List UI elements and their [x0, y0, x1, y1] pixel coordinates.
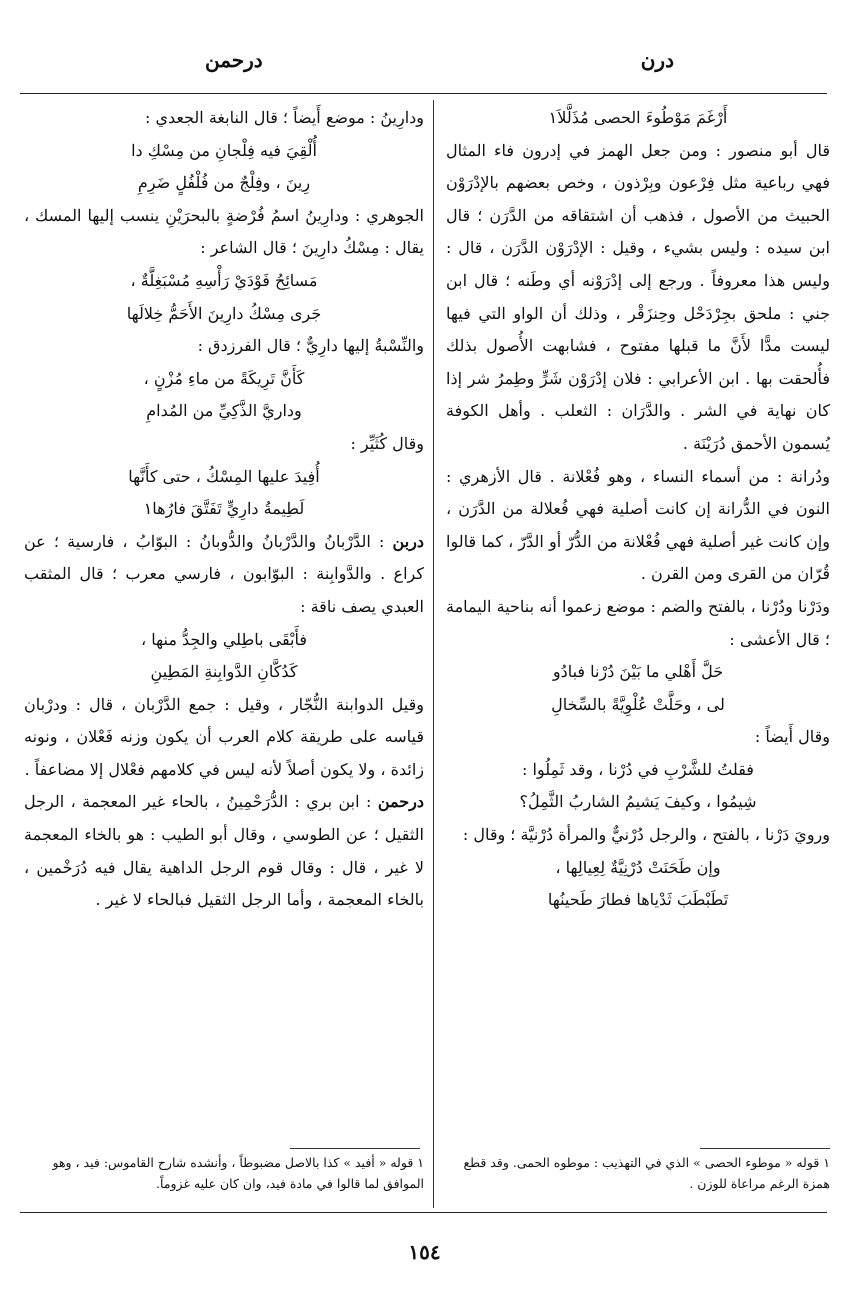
paragraph: ودَرْنا ودُرْنا ، بالفتح والضم : موضع زعموا أنه بناحية اليمامة ؛ قال الأعشى :	[446, 596, 830, 649]
page-number: ١٥٤	[408, 1240, 441, 1264]
dictionary-entry	[24, 526, 424, 624]
paragraph: وقيل الدوابنة النُّجّار ، وقيل : جمع الدَّرْبان ، قال : ودرْبان قياسه على طريقة كلام العرب أن يكون وزنه فَعْلان ، ونونه زائدة ، ولا يكون أصلاً لأنه ليس في كلامهم فعْلال إلا مضاعفاً .	[24, 694, 424, 779]
entry-text: : الدَّرْبانُ والدَّرْبانُ والدُّوبانُ : البوّابُ ، فارسية ؛ عن كراع . والدَّوابِنة : البوّابون ، فارسي معرب ؛ قال المثقب العبدي يصف ناقة :	[24, 531, 424, 616]
paragraph: وقال أَيضاً :	[754, 727, 830, 747]
verse-line: مَسائِحُ فَوْدَيْ رَأْسِهِ مُسْبَغِلَّةٌ ،	[130, 270, 318, 290]
verse-line: فأَبْقَى باطِلي والجِدُّ منها ،	[140, 629, 308, 649]
header-rule	[20, 93, 827, 94]
verse-line: أُفِيدَ عليها المِسْكُ ، حتى كأَنَّها	[128, 466, 320, 486]
verse-line: لى ، وحَلَّتْ عُلْوِيَّةً بالسِّخالِ	[551, 694, 725, 714]
paragraph: ورويَ دَرْنا ، بالفتح ، والرجل دُرْنيٌّ والمرأة دُرْنيَّة ؛ وقال :	[462, 825, 830, 845]
verse-line: كَدُكَّانِ الدَّوابِنةِ المَطِينِ	[150, 662, 298, 682]
right-column	[446, 102, 830, 917]
verse-line: حَلَّ أَهْلي ما بَيْنَ دُرْنا فبادُو	[552, 662, 724, 682]
verse-line: وداريَّ الذَّكِيِّ من المُدامِ	[146, 401, 302, 421]
verse-line: تَطَبْطَبَ ثَدْياها فطارَ طَحينُها	[547, 890, 729, 910]
dictionary-entry	[24, 786, 424, 916]
footnote-rule-left	[290, 1148, 420, 1149]
paragraph: قال أبو منصور : ومن جعل الهمز في إدرون فاء المثال فهي رباعية مثل فِرْعون وبِرْذون ، وخص بعضهم بالإدْرَوْن الحبيث من الأصول ، فذهب أن اشتقاقه من الدَّرَن ؛ قال ابن سيده : وليس بشيء ، وقيل : الإدْرَوْن الدَّرَن ، قال : وليس هذا معروفاً . ورجع إلى إدْرَوْنه أي وطَنه ؛ قال ابن جني : ملحق بجِرْدَحْل وحِنزَقْر ، وذلك أن الواو التي فيها ليست مدًّا لأَنَّ ما قبلها مفتوح ، فشابهت الأُصول بذلك فأُلحقت بها . ابن الأعرابي : فلان إدْرَوْن شَرٍّ وطِمرُ شر إذا كان نهاية في الشر . والدَّرَان : الثعلب . وأهل الكوفة يُسمون الأحمق دُرَيْنَة .	[446, 140, 830, 453]
verse-line: لَطِيمةُ دارِيٍّ تَفَتَّقَ فارُها١	[143, 499, 305, 519]
running-head-right: درن	[640, 48, 674, 72]
paragraph: ودارِينُ : موضع أَيضاً ؛ قال النابغة الجعدي :	[144, 108, 424, 127]
paragraph: الجوهري : ودارِينُ اسمُ فُرْضةٍ بالبحرَيْنِ ينسب إليها المسك ، يقال : مِسْكُ دارِينَ ؛ قال الشاعر :	[24, 205, 424, 258]
paragraph: والنِّسْبةُ إليها دارِيٌّ ؛ قال الفرزدق :	[197, 336, 424, 356]
verse-line: شِيمُوا ، وكيفَ يَشيمُ الشاربُ الثَّمِلُ؟	[519, 792, 757, 812]
verse-line: أَرْغَمَ مَوْطُوءَ الحصى مُذَلَّلاَ١	[548, 108, 728, 127]
entry-headword: دربن	[392, 531, 424, 551]
column-divider	[433, 100, 434, 1208]
verse-line: رِينَ ، وفِلْجٌ من فُلْفُلٍ ضَرِمِ	[137, 173, 311, 193]
verse-line: كَأَنَّ تَرِيكَةً من ماءِ مُزْنٍ ،	[143, 368, 305, 388]
entry-text: : ابن بري : الدُّرَحْمِينُ ، بالحاء غير المعجمة ، الرجل الثقيل ؛ عن الطوسي ، وقال أبو الطيب : هو بالخاء المعجمة لا غير ، قال : وقال قوم الرجل الداهية يقال فيه دُرَخْمين ، بالخاء المعجمة ، وأما الرجل الثقيل فبالحاء لا غير .	[24, 792, 424, 910]
footnote-left: ١ قوله « أفيد » كذا بالاصل مضبوطاً ، وأنشده شارح القاموس: فيد ، وهو الموافق لما قالوا في مادة فيد، وان كان عليه غزوماً.	[52, 1155, 424, 1191]
verse-line: وإن طَحَنَتْ دُرْنِيَّةٌ لِعِيالِها ،	[555, 857, 721, 877]
entry-headword: درحمن	[377, 792, 424, 812]
paragraph: ودُرانة : من أسماء النساء ، وهو فُعْلانة . قال الأزهري : النون في الدُّرانة إن كانت أصلية فهي فُعلالة من الدَّرَن ، وإن كانت غير أصلية فهي فُعْلانة من الدُّرّ أو الدَّرّ ، كما قالوا قُرّان من القرى ومن القرن .	[446, 466, 830, 584]
running-head-left: درحمن	[205, 48, 263, 72]
left-column	[24, 102, 424, 917]
verse-line: فقلتُ للشَّرْبِ في دُرْنا ، وقد ثَمِلُوا :	[522, 759, 754, 779]
verse-line: أُلْقِيَ فيه فِلْجانِ من مِسْكِ دا	[131, 140, 317, 160]
footer-rule	[20, 1212, 827, 1213]
footnote-rule-right	[700, 1148, 830, 1149]
verse-line: جَرى مِسْكُ دارِينَ الأَحَمُّ خِلالَها	[126, 303, 322, 323]
paragraph: وقال كُثَيِّر :	[350, 433, 424, 453]
footnote-right: ١ قوله « موطوء الحصى » الذي في التهذيب : موطوه الحمى. وقد قطع همزة الرغم مراعاة للوزن .	[463, 1155, 830, 1191]
